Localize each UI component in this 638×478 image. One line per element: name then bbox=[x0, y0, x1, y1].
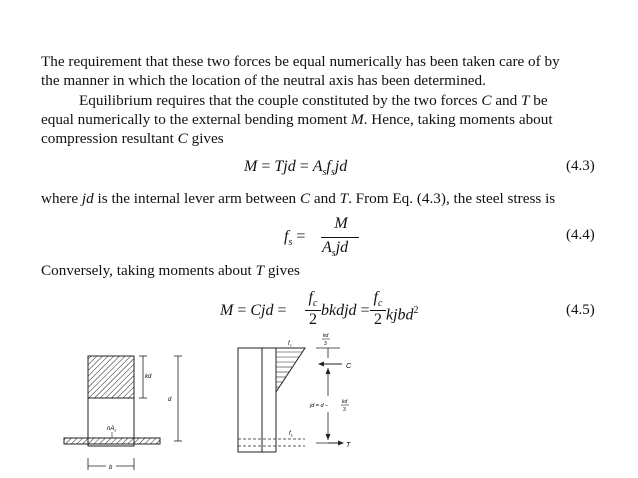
paragraph-1-line-1: The requirement that these two forces be equal numerically has been taken care of by bbox=[41, 53, 560, 70]
paragraph-4: Conversely, taking moments about T gives bbox=[41, 262, 300, 279]
paragraph-2-line-1: Equilibrium requires that the couple constituted by the two forces C and T be bbox=[79, 92, 548, 109]
compression-zone-hatch bbox=[88, 356, 134, 398]
fc-label: $f_c$ bbox=[288, 341, 292, 348]
jd-kd-num: kd bbox=[342, 399, 348, 405]
fs-label: $f_s$ bbox=[289, 431, 293, 438]
equation-number-4-5: (4.5) bbox=[566, 302, 595, 318]
t-label: T bbox=[346, 442, 351, 449]
paragraph-2-line-2: equal numerically to the external bending moment M. Hence, taking moments about bbox=[41, 111, 553, 128]
paragraph-1-line-2: the manner in which the location of the neutral axis has been determined. bbox=[41, 72, 486, 89]
equation-number-4-4: (4.4) bbox=[566, 227, 595, 243]
c-label: C bbox=[346, 363, 352, 370]
beam-elevation-outline bbox=[238, 348, 262, 452]
jd-label: jd = d – bbox=[310, 403, 329, 409]
d-label: d bbox=[168, 397, 172, 403]
compression-stress-triangle bbox=[276, 348, 305, 392]
steel-area-hatch bbox=[64, 438, 160, 444]
kd-over-3-num: kd bbox=[323, 333, 329, 339]
jd-kd-den: 3 bbox=[343, 407, 346, 413]
b-label: b bbox=[109, 465, 113, 471]
paragraph-2-line-3: compression resultant C gives bbox=[41, 130, 224, 147]
paragraph-3: where jd is the internal lever arm between C and T. From Eq. (4.3), the steel stress is bbox=[41, 190, 556, 207]
kd-over-3-den: 3 bbox=[324, 341, 327, 347]
kd-label: kd bbox=[145, 374, 152, 380]
equation-number-4-3: (4.3) bbox=[566, 158, 595, 174]
nas-label: $nA_s$ bbox=[107, 426, 117, 433]
equation-4-3: M = Tjd = $A_sf_sjd$ bbox=[244, 158, 348, 179]
